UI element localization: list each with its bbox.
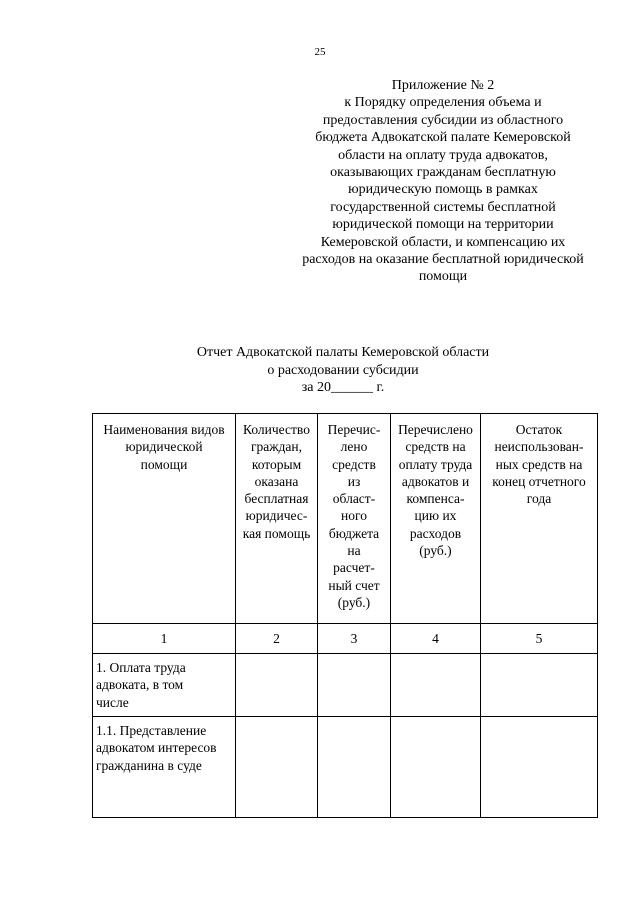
header-line: бюджета [328, 525, 380, 541]
header-line: конец отчетного [492, 473, 586, 489]
header-line: средств [332, 456, 376, 472]
header-line: бесплатная [244, 491, 309, 507]
appendix-line: области на оплату труда адвокатов, [338, 147, 548, 163]
header-line: Наименования видов [103, 422, 225, 437]
header-line: кая помощь [242, 525, 311, 541]
header-cell-unused-balance [481, 414, 598, 624]
table-header-row [93, 414, 598, 624]
table-row [93, 717, 598, 818]
header-line: граждан, [250, 439, 303, 455]
header-line: из [347, 473, 361, 489]
appendix-line: помощи [418, 269, 468, 285]
header-line: юридичес- [245, 508, 308, 524]
appendix-line: Кемеровской области, и компенсацию их [320, 234, 566, 250]
header-line: Остаток [515, 422, 563, 437]
column-number: 4 [391, 624, 481, 654]
header-line: на [347, 543, 361, 559]
header-line: адвокатов и [401, 473, 470, 489]
header-line: (руб.) [419, 543, 452, 559]
header-line: которым [251, 456, 302, 472]
header-line: компенса- [406, 491, 465, 507]
appendix-line: оказывающих гражданам бесплатную [330, 165, 556, 181]
header-line: Количество [243, 422, 310, 437]
appendix-heading [273, 77, 613, 286]
appendix-line: юридической помощи на территории [332, 217, 554, 233]
row-label-line: гражданина в суде [96, 757, 202, 773]
appendix-line: юридическую помощь в рамках [348, 182, 538, 198]
empty-cell[interactable] [318, 654, 391, 717]
page-number: 25 [314, 46, 326, 58]
column-number-row [93, 624, 598, 654]
appendix-line: бюджета Адвокатской палате Кемеровской [315, 130, 571, 146]
empty-cell[interactable] [481, 654, 598, 717]
report-title-line: о расходовании субсидии [267, 362, 419, 378]
header-line: (руб.) [337, 594, 371, 610]
header-line: оказана [254, 473, 299, 489]
column-number: 3 [318, 624, 391, 654]
header-line: Перечис- [327, 422, 381, 437]
row-label [93, 717, 236, 818]
header-line: расчет- [333, 560, 375, 576]
header-line: средств на [405, 439, 466, 455]
empty-cell[interactable] [391, 654, 481, 717]
column-number: 2 [236, 624, 318, 654]
row-label-line: 1. Оплата труда [96, 660, 186, 675]
appendix-line: расходов на оказание бесплатной юридической [302, 252, 584, 268]
row-label-line: адвокатом интересов [96, 740, 217, 756]
header-line: оплату труда [398, 456, 473, 472]
row-label-line: адвоката, в том [96, 677, 184, 693]
header-line: лено [340, 439, 368, 455]
header-line: ный счет [328, 577, 380, 593]
header-line: юридической [125, 439, 203, 455]
appendix-line: к Порядку определения объема и [344, 95, 542, 111]
header-line: года [526, 491, 552, 507]
header-line: помощи [140, 456, 188, 472]
row-label [93, 654, 236, 717]
row-label-line: числе [96, 694, 129, 710]
report-title [0, 344, 640, 397]
empty-cell[interactable] [481, 717, 598, 818]
header-line: област- [332, 491, 376, 507]
empty-cell[interactable] [236, 717, 318, 818]
row-label-line: 1.1. Представление [96, 723, 207, 738]
empty-cell[interactable] [236, 654, 318, 717]
header-line: ного [341, 508, 367, 524]
table-row [93, 654, 598, 717]
report-table [92, 413, 598, 818]
header-cell-funds-transferred-from-budget [318, 414, 391, 624]
header-line: неиспользован- [494, 439, 584, 455]
report-title-line: Отчет Адвокатской палаты Кемеровской области [196, 345, 490, 360]
header-cell-kinds-of-legal-aid [93, 414, 236, 624]
appendix-line: государственной системы бесплатной [330, 199, 556, 215]
report-title-line: за 20______ г. [301, 380, 385, 395]
header-line: Перечислено [398, 422, 473, 437]
header-cell-citizens-count [236, 414, 318, 624]
empty-cell[interactable] [391, 717, 481, 818]
appendix-line: Приложение № 2 [391, 78, 495, 93]
column-number: 1 [93, 624, 236, 654]
header-cell-funds-paid-to-lawyers [391, 414, 481, 624]
header-line: ных средств на [495, 456, 583, 472]
header-line: расходов [409, 525, 462, 541]
empty-cell[interactable] [318, 717, 391, 818]
appendix-line: предоставления субсидии из областного [322, 112, 564, 128]
header-line: цию их [414, 508, 457, 524]
column-number: 5 [481, 624, 598, 654]
